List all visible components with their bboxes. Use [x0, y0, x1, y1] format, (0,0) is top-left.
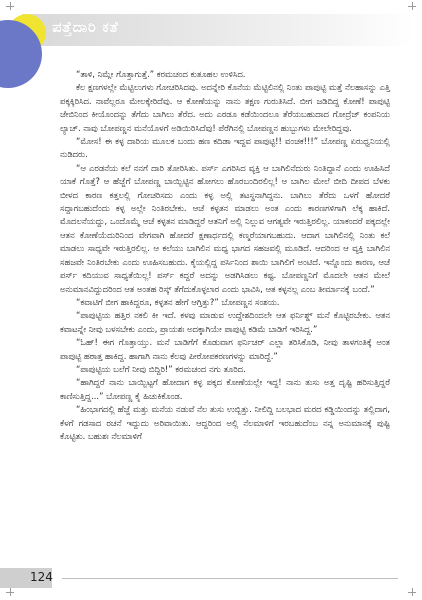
chapter-title: ಪತ್ತೆದಾರಿ ಕತೆ — [52, 18, 119, 36]
crop-mark — [412, 588, 413, 596]
paragraph: “ಓಹ್! ಈಗ ಗೊತ್ತಾಯ್ತು. ಮನೆ ಬಾಡಿಗೆಗೆ ಕೊಡುವಾಗ ಫರ್ನಿಚರ್ ಎಲ್ಲಾ ತರಿಸಿಕೊಡಿ, ನೀವು ತಾಳಗಂತಿಕ್ಕೆ ಅಂತ ಪಾಪುಟ್ಟಿ ಹಠಾತ್ತ ಹಾಕಿದ್ದ. ಹಾಗಾಗಿ ನಾನು ಕೆಲವು ಪೀಠೋಪಕರಣಗಳನ್ನು ಮಾರಿದ್ದೆ.” — [60, 337, 390, 361]
crop-mark — [10, 2, 11, 10]
paragraph: “ಹಾಗಿದ್ದರೆ ನಾನು ಬಾಯ್ಬಿಟ್ಟಗೆ ಹೋದಾಗ ಕಳ್ಳ ಪಕ್ಕದ ಕೋಣೆಯಲ್ಲೇ ಇದ್ದ! ನಾನು ತುಸು ಅತ್ತ ದೃಷ್ಟಿ ಹರಿಸುತ್ತಿದ್ದರೆ ಕಾಣಿಸುತ್ತಿದ್ದ...” ಬೋಪಣ್ಣ ಕೈ ಹಿಚುಕಿಕೊಂಡ. — [60, 377, 390, 401]
story-text — [60, 68, 390, 443]
crop-mark — [10, 588, 11, 596]
paragraph: “ಆ ಎರಡನೆಯ ಕಲೆ ನನಗೆ ದಾರಿ ತೋರಿಸಿತು. ಪರ್ಸ್ ಎಗರಿಸಿದ ವ್ಯಕ್ತಿ ಆ ಬಾಗಿಲಿನೆದುರು ನಿಂತಿದ್ದಾನೆ ಎಂದು ಊಹಿಸಿದೆ ಯಾಕೆ ಗೊತ್ತೆ? ಆ ಹೆಜ್ಜೆಗೆ ಬೋಪಣ್ಣ ಬಾಯ್ಬಿಟ್ಟಿನ ಹೋಗಲು ಹೊರಬಂದಿರಲಿಲ್ಲ! ಆ ಬಾಗಿಲ ಮೇಲೆ ಬೀದಿ ದೀಪದ ಬೆಳಕು ಬೀಳದ ಕಾರಣ ಕತ್ತಲಲ್ಲಿ ಗೋಚರಿಸದು ಎಂದು ಕಳ್ಳ ಅಲ್ಲಿ ತಟಸ್ಥನಾಗಿದ್ದನು. ಬಾಗಿಲು ತೆರೆದು ಒಳಗೆ ಹೋದರೆ ಸದ್ದಾಗಬಹುದೆಂದು ಕಳ್ಳ ಅಲ್ಲೇ ನಿಂತಿರಬೇಕು. ಆಚೆ ಕಳ್ಳತನ ಮಾಡಲು ಅಂತ ಎಂದು ಕಾರಣಗಳಿಗಾಗಿ ಲೆಕ್ಕ ಹಾಕಿದೆ. ಮೊದಲನೆಯದ್ದು, ಒಂದೊಮ್ಮೆ ಆಚೆ ಕಳ್ಳತನ ಮಾಡಿದ್ದರೆ ಆತನಿಗೆ ಅಲ್ಲಿ ನಿಲ್ಲುವ ಆಗತ್ಯವೇ ಇರುತ್ತಿರಲಿಲ್ಲ. ಯಾಕಂದರೆ ಪಕ್ಕದಲ್ಲೇ ಆತನ ಕೋಣೆಯೆದುರಿನಿಂದ ವೇಗವಾಗಿ ಹೋದರೆ ಕ್ಷಣಾರ್ಧದಲ್ಲಿ ಕಣ್ಮರೆಯಾಗಬಹುದು. ಆದಾಗ ಬಾಗಿಲಿನಲ್ಲಿ ನಿಂತು ಕಲೆ ಮಾಡಲು ಸಾಧ್ಯವೇ ಇರುತ್ತಿರಲಿಲ್ಲ. ಆ ಕಲೆಯು ಬಾಗಿಲಿನ ಮಧ್ಯ ಭಾಗದ ಸಹಜವಲ್ಲಿ ಮೂಡಿದೆ. ಆದರಿಂದ ಆ ವ್ಯಕ್ತಿ ಬಾಗಿಲಿನ ಸಹಜವೇ ನಿಂತಿರಬೇಕು ಎಂದು ಊಹಿಸಬಹುದು. ಕೈಯಲ್ಲಿದ್ದ ಪರ್ಸಿನಿಂದ ಶಾಯಿ ಬಾಗಿಲಿಗೆ ಅಂಟಿದೆ. ಇನ್ನೊಂದು ಕಾರಣ, ಆಚೆ ಪರ್ಸ್ ಕದಿಯುವ ಸಾಧ್ಯತೆಯಿಲ್ಲ! ಪರ್ಸ್ ಕದ್ದರೆ ಅದನ್ನು ಅಡಗಿಸಿಡಲು ಕಷ್ಟ. ಬೋಪಣ್ಣನಿಗೆ ಮೊದಲೇ ಆತನ ಮೇಲೆ ಅನುಮಾನವಿದ್ದುದರಿಂದ ಆತ ಅಂತಹ ರಿಸ್ಕ್ ತೆಗೆದುಕೊಳ್ಳಲಾರ ಎಂದು ಭಾವಿಸಿ, ಆತ ಕಳ್ಳನಲ್ಲ ಎಂಬ ತೀರ್ಮಾನಕ್ಕೆ ಬಂದೆ.” — [60, 162, 390, 294]
page-number: 124 — [30, 570, 53, 584]
crop-mark — [412, 2, 413, 10]
paragraph: “ಹಿಂಭಾಗದಲ್ಲಿ ಹೆಜ್ಜೆ ಮತ್ತು ಮನೆಯ ನಡುವೆ ನೆಲ ತುಸು ಉಬ್ಬಿತ್ತು. ನೀಲಿದ್ದಿ ಬಲಭಾದ ಮರದ ಕಡ್ಡಿಯಿಂದನ್ನು ತಲ್ಲಿದಾಗ, ಕೆಳಗೆ ಗಡಸಾದ ರಚನೆ ಇದ್ದುದು ಅರಿವಾಯಿತು. ಆದ್ದರಿಂದ ಅಲ್ಲಿ ನೆಲಮಾಳಿಗೆ ಇರಬಹುದೆಂಬ ನನ್ನ ಅನುಮಾನಕ್ಕೆ ಪುಷ್ಟಿ ಕೊಟ್ಟಿತು. ಬಹುಶಃ ನೆಲಮಾಳಿಗೆ — [60, 404, 390, 441]
paragraph: “ಪಾಪುಟ್ಟಿಯ ಬಲೆಗೆ ನೀವು ಬಿದ್ದಿರಿ!” ಕರಮಚಂದ ನಗು ತೂರಿದ. — [76, 363, 246, 374]
paragraph: “ಪಾಪುಟ್ಟಿಯ ಹತ್ತಿರ ನಕಲಿ ಕೀ ಇದೆ. ಕಳವು ಮಾಡುವ ಉದ್ದೇಶದಿಂದಲೇ ಆತ ಫರ್ನಿಶ್ಡ್ ಮನೆ ಕೊಟ್ಟಿರಬೇಕು. ಆತನ ಕವಾಟನ್ನೇ ನೀವು ಬಳಸಬೇಕು ಎಂದು, ಪ್ರಾಯಶಃ ಅದಕ್ಕಾಗಿಯೇ ಪಾಪುಟ್ಟಿ ಕಡಿಮೆ ಬಾಡಿಗೆ ಇರಿಸಿದ್ದ.” — [60, 310, 390, 334]
paragraph: “ಮೋಸ! ಈ ಕಳ್ಳ ದಾರಿಯ ಮೂಲಕ ಬಂದು ಹಣ ಕದಿಡಾ ಇದ್ದವ ಪಾಪುಟ್ಟಿ!! ವಂಚಕ!!!” ಬೋಪಣ್ಣ ಏರುಧ್ವನಿಯಲ್ಲಿ ನುಡಿದರು. — [60, 136, 390, 160]
footer-rule — [62, 578, 398, 579]
paragraph: “ತಾಳಿ, ನಿಮ್ಗೇ ಗೊತ್ತಾಗುತ್ತೆ.” ಕರಮಚಂದ ಕುತೂಹಲ ಉಳಿಸಿದ. — [76, 69, 246, 79]
paragraph: ಕೆಲ ಕ್ಷಣಗಳಲ್ಲೇ ಮೆಟ್ಟಿಲುಗಳು ಗೋಚರಿಸಿದವು. ಅದನ್ನೇರಿ ಕೊನೆಯ ಮೆಟ್ಟಿಲಿನಲ್ಲಿ ನಿಂತು ಪಾಪುಟ್ಟಿ ಮತ್ತೆ ನೆಲಹಾಸನ್ನು ಎತ್ತಿ ಪಕ್ಕಕ್ಕಿರಿಸಿದ. ನಾವೆಲ್ಲರೂ ಮೇಲಕ್ಕೇರಿದೆವು. ಆ ಕೋಣೆಯನ್ನು ನಾನು ತಕ್ಷಣ ಗುರುತಿಸಿದೆ. ಬೀಗ ಜಡಿದಿದ್ದ ಕೋಣೆ! ಪಾಪುಟ್ಟಿ ಜೇಬಿನಿಂದ ಕೀಯೊಂದನ್ನು ತೆಗೆದು ಬಾಗಿಲು ತೆರೆದ. ಅದು ಎರಡೂ ಕಡೆಯಿಂದಲೂ ತೆರೆಯಬಹುದಾದ ಗೋದ್ರೆಜ್ ಕಂಪನಿಯ ಲ್ಯಾಚ್. ನಾವು ಬೋಪಣ್ಣನ ಮನೆಯೊಳಗೆ ಅಡಿಯಿರಿಸಿದೆವು! ಪೆರೆಗಿನಲ್ಲಿ ಬೋಪಣ್ಣನ ಹುಬ್ಬುಗಳು ಮೇಲೇರಿದ್ದವು. — [60, 82, 390, 133]
paragraph: “ಕವಾಟಿಗೆ ಬೀಗ ಹಾಕಿದ್ದರೂ, ಕಳ್ಳತನ ಹೇಗೆ ಆಗ್ತಿತ್ತು?” ಬೋಪಣ್ಣನ ಸಂಶಯ. — [76, 296, 280, 307]
